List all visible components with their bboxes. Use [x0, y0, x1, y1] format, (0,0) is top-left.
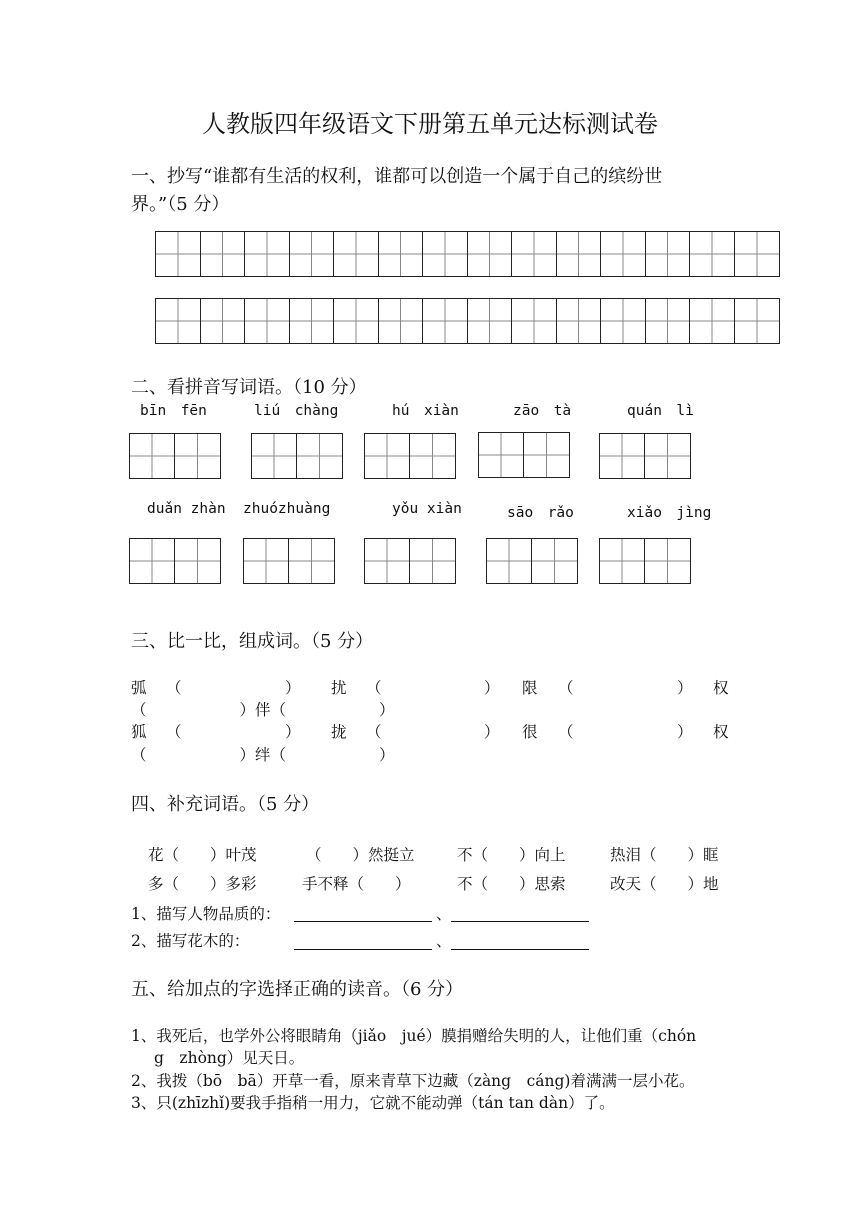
question-character: 1、描写人物品质的： — [131, 905, 281, 923]
answer-box-10[interactable] — [599, 538, 691, 584]
pinyin-3: hú xiàn — [392, 403, 459, 419]
paren-close: ） — [677, 679, 693, 697]
copy-grid-row-1[interactable] — [155, 231, 780, 277]
char-rao: 扰 — [331, 679, 347, 697]
pinyin-10: xiǎo jìng — [627, 505, 712, 521]
paren-close: ） — [484, 723, 500, 741]
copy-grid-row-2[interactable] — [155, 298, 780, 344]
blank-4[interactable] — [451, 931, 589, 950]
char-hen: 很 — [522, 723, 538, 741]
section-5-heading: 五、给加点的字选择正确的读音。（6 分） — [131, 979, 464, 1000]
idiom-8: 改天（ ）地 — [610, 875, 719, 893]
answer-box-8[interactable] — [364, 538, 456, 584]
idiom-3: 不（ ）向上 — [457, 846, 566, 864]
char-long: 拢 — [331, 723, 347, 741]
question-flowers: 2、描写花木的： — [131, 932, 250, 950]
idiom-7: 不（ ）思索 — [457, 875, 566, 893]
paren-open: （ — [166, 723, 182, 741]
answer-box-2[interactable] — [251, 433, 343, 479]
pinyin-9: sāo rǎo — [507, 505, 574, 521]
idiom-2: （ ）然挺立 — [306, 846, 415, 864]
section-4-heading: 四、补充词语。（5 分） — [131, 794, 320, 815]
separator: 、 — [436, 905, 452, 923]
idiom-1: 花（ ）叶茂 — [148, 846, 257, 864]
answer-box-9[interactable] — [486, 538, 578, 584]
answer-box-5[interactable] — [599, 433, 691, 479]
reading-q1-cont: g zhòng）见天日。 — [154, 1049, 305, 1067]
char-quan: 权 — [713, 679, 729, 697]
answer-box-1[interactable] — [129, 433, 221, 479]
char-xian: 限 — [522, 679, 538, 697]
pinyin-8: yǒu xiàn — [392, 501, 462, 517]
reading-q2: 2、我拨（bō bā）开草一看，原来青草下边藏（zàng cáng)着满满一层小花。 — [131, 1072, 695, 1090]
pinyin-2: liú chàng — [254, 403, 339, 419]
paren-open: （ — [366, 723, 382, 741]
section-1-heading-cont: 界。”（5 分） — [131, 194, 230, 215]
compare-line-2: （ ）伴（ ） — [131, 701, 395, 719]
blank-2[interactable] — [451, 903, 589, 922]
section-2-heading: 二、看拼音写词语。（10 分） — [131, 377, 367, 398]
section-1-heading: 一、抄写“谁都有生活的权利，谁都可以创造一个属于自己的缤纷世 — [131, 166, 663, 187]
separator: 、 — [436, 932, 452, 950]
compare-line-4: （ ）绊（ ） — [131, 746, 395, 764]
reading-q3: 3、只(zhīzhǐ)要我手指稍一用力，它就不能动弹（tán tan dàn）了。 — [131, 1094, 615, 1112]
pinyin-6: duǎn zhàn — [147, 501, 226, 517]
answer-box-6[interactable] — [129, 538, 221, 584]
paren-close: ） — [285, 679, 301, 697]
char-hu2: 狐 — [131, 723, 147, 741]
answer-box-7[interactable] — [243, 538, 335, 584]
paren-open: （ — [166, 679, 182, 697]
paren-open: （ — [558, 723, 574, 741]
paren-close: ） — [285, 723, 301, 741]
pinyin-5: quán lì — [627, 403, 694, 419]
blank-3[interactable] — [294, 931, 432, 950]
reading-q1: 1、我死后，也学外公将眼睛角（jiǎo jué）膜捐赠给失明的人，让他们重（chón — [131, 1027, 697, 1045]
idiom-4: 热泪（ ）眶 — [610, 846, 719, 864]
char-hu: 弧 — [131, 679, 147, 697]
paren-close: ） — [677, 723, 693, 741]
page-title: 人教版四年级语文下册第五单元达标测试卷 — [202, 110, 658, 138]
pinyin-7: zhuózhuàng — [243, 501, 331, 517]
blank-1[interactable] — [294, 903, 432, 922]
paren-open: （ — [558, 679, 574, 697]
idiom-5: 多（ ）多彩 — [148, 875, 257, 893]
idiom-6: 手不释（ ） — [302, 875, 411, 893]
section-3-heading: 三、比一比，组成词。（5 分） — [131, 631, 374, 652]
char-quan2: 权 — [713, 723, 729, 741]
pinyin-1: bīn fēn — [140, 403, 207, 419]
paren-open: （ — [366, 679, 382, 697]
answer-box-3[interactable] — [364, 433, 456, 479]
answer-box-4[interactable] — [478, 432, 570, 478]
pinyin-4: zāo tà — [513, 403, 572, 419]
paren-close: ） — [484, 679, 500, 697]
